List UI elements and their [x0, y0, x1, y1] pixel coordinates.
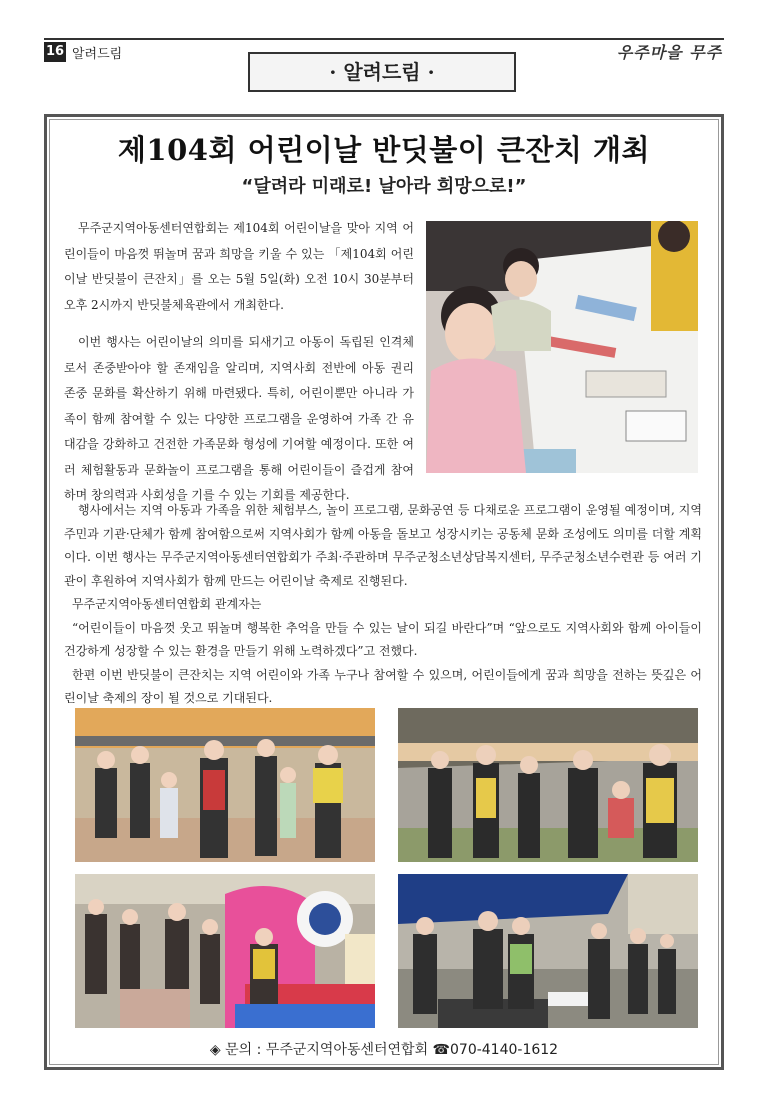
article-paragraph-2: 이번 행사는 어린이날의 의미를 되새기고 아동이 독립된 인격체로서 존중받아야 할 존재임을 알리며, 지역사회 전반에 아동 권리 존중 문화를 확산하기 위해 마련됐다. 특히, 어린이뿐만 아니라 가족이 함께 참여할 수 있는 다양한 프로그램을 운영하여 가족 간 유대감을 강화하고 건전한 가족문화 형성에 기여할 예정이다. 또한 여러 체험활동과 문화놀이 프로그램을 통해 어린이들이 즐겁게 참여하며 창의력과 사회성을 기를 수 있는 기회를 제공한다. — [64, 335, 414, 502]
article-body-lower — [64, 499, 702, 711]
section-name: 알려드림 — [72, 47, 123, 62]
article-title: 제104회 어린이날 반딧불이 큰잔치 개최 — [117, 133, 651, 167]
contact-label: 문의 : 무주군지역아동센터연합회 — [225, 1042, 429, 1058]
phone-icon: ☎ — [432, 1042, 450, 1058]
article-paragraph-4: 무주군지역아동센터연합회 관계자는 — [72, 597, 262, 611]
photo-volunteers-booth — [398, 708, 698, 862]
article-paragraph-6: 한편 이번 반딧불이 큰잔치는 지역 어린이와 가족 누구나 참여할 수 있으며, 어린이들에게 꿈과 희망을 전하는 뜻깊은 어린이날 축제의 장이 될 것으로 기대된다. — [64, 667, 702, 705]
contact-marker-icon: ◈ — [209, 1042, 221, 1058]
contact-phone: 070-4140-1612 — [450, 1042, 559, 1058]
article-paragraph-3: 행사에서는 지역 아동과 가족을 위한 체험부스, 놀이 프로그램, 문화공연 등 다채로운 프로그램이 운영될 예정이며, 지역 주민과 기관·단체가 함께 참여함으로써 지역사회가 함께 아동을 돌보고 성장시키는 공동체 문화 조성에도 의미를 더할 계획이다. 이번 행사는 무주군지역아동센터연합회가 주최·주관하며 무주군청소년상담복지센터, 무주군청소년수련관 등 여러 기관이 후원하여 지역사회가 함께 만드는 어린이날 축제로 진행된다. — [64, 503, 702, 588]
article-paragraph-5: “어린이들이 마음껏 웃고 뛰놀며 행복한 추억을 만들 수 있는 날이 되길 바란다”며 “앞으로도 지역사회와 함께 아이들이 건강하게 성장할 수 있는 환경을 만들기 위해 노력하겠다”고 전했다. — [64, 620, 702, 658]
page-number: 16 — [44, 42, 66, 62]
photo-children-drawing — [426, 221, 698, 473]
article-paragraph-1: 무주군지역아동센터연합회는 제104회 어린이날을 맞아 지역 어린이들이 마음껏 뛰놀며 꿈과 희망을 키울 수 있는 「제104회 어린이날 반딧불이 큰잔치」를 오는 5월 5일(화) 오전 10시 30분부터 오후 2시까지 반딧불체육관에서 개최한다. — [64, 221, 414, 312]
publication-logo: 우주마을 무주 — [616, 43, 722, 62]
photo-families-gathering — [75, 708, 375, 862]
article-subtitle: “달려라 미래로! 날아라 희망으로!” — [241, 176, 527, 197]
contact-info — [44, 1039, 724, 1059]
photo-food-booth — [398, 874, 698, 1028]
section-banner: · 알려드림 · — [248, 52, 516, 92]
photo-inflatable-playground — [75, 874, 375, 1028]
